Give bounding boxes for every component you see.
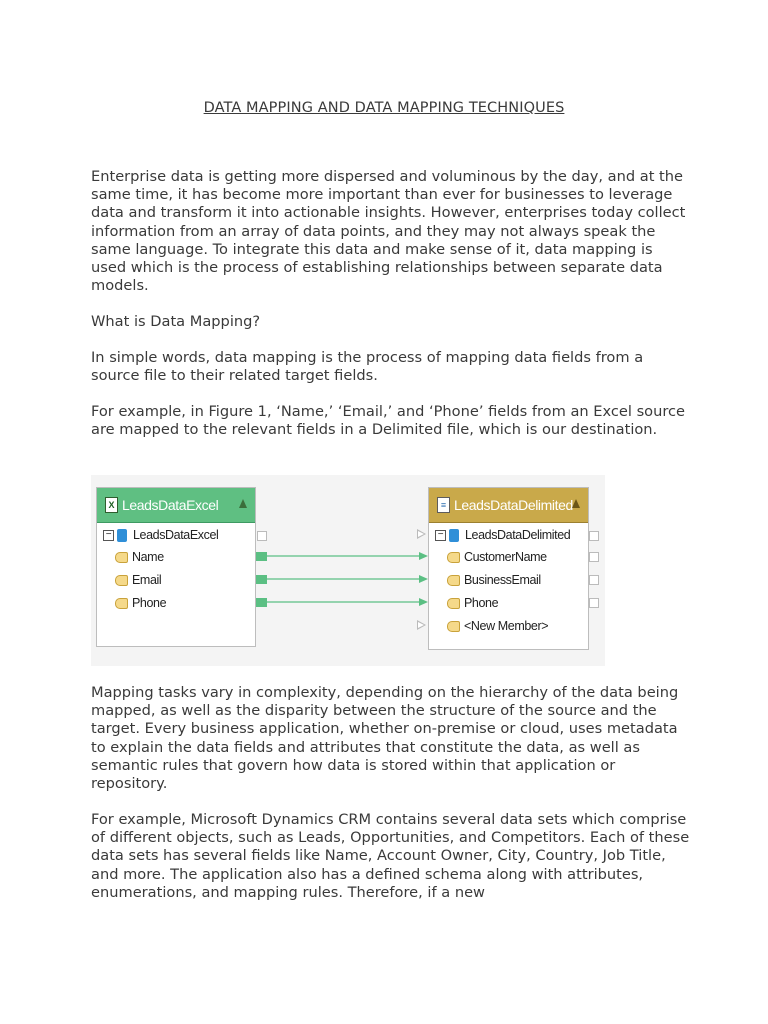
mapping-line-name (266, 552, 428, 560)
target-field-label: BusinessEmail (464, 573, 541, 587)
collapse-tree-icon[interactable]: − (435, 530, 446, 541)
figure-1-mapping-diagram (91, 475, 605, 666)
source-field-phone[interactable] (115, 593, 166, 613)
collapse-tree-icon[interactable]: − (103, 530, 114, 541)
output-port-businessemail[interactable] (589, 575, 599, 585)
delimited-file-icon: ≡ (437, 497, 450, 513)
output-port-root[interactable] (257, 531, 267, 541)
record-icon (449, 529, 459, 542)
collapse-arrow-icon[interactable] (239, 499, 247, 508)
target-root-row[interactable] (435, 525, 570, 545)
source-root-label: LeadsDataExcel (133, 528, 219, 542)
collapse-arrow-icon[interactable] (572, 499, 580, 508)
target-field-businessemail[interactable] (447, 570, 541, 590)
complexity-paragraph: Mapping tasks vary in complexity, depending on the hierarchy of the data being mapped, as well as the disparity between the structure of the source and the target. Every business application, whether on-premise or cloud, uses metadata to explain the data fields and attributes that constitute the data, as well as semantic rules that govern how data is stored within that application or repository. (91, 684, 679, 793)
intro-paragraph: Enterprise data is getting more dispersed and voluminous by the day, and at the same time, it has become more important than ever for businesses to leverage data and transform it into actionable insights. However, enterprises today collect information from an array of data points, and they may not always speak the same language. To integrate this data and make sense of it, data mapping is used which is the process of establishing relationships between separate data models. (91, 168, 686, 295)
output-port-name[interactable] (256, 552, 267, 561)
input-port-new-member[interactable] (417, 620, 426, 630)
crm-example-paragraph: For example, Microsoft Dynamics CRM contains several data sets which comprise of different objects, such as Leads, Opportunities, and Competitors. Each of these data sets has several fields like Name, Account Owner, City, Country, Job Title, and more. The application also has a defined schema along with attributes, enumerations, and mapping rules. Therefore, if a new (91, 811, 690, 901)
target-field-phone[interactable] (447, 593, 498, 613)
target-field-label: <New Member> (464, 619, 549, 633)
target-field-label: CustomerName (464, 550, 547, 564)
target-field-customername[interactable] (447, 547, 547, 567)
section-heading: What is Data Mapping? (91, 313, 261, 330)
target-panel[interactable] (428, 487, 589, 650)
source-field-label: Email (132, 573, 162, 587)
excel-file-icon: X (105, 497, 118, 513)
source-field-label: Name (132, 550, 164, 564)
output-port-email[interactable] (256, 575, 267, 584)
source-root-row[interactable] (103, 525, 218, 545)
mapping-line-email (266, 575, 428, 583)
target-root-label: LeadsDataDelimited (465, 528, 571, 542)
definition-paragraph: In simple words, data mapping is the process of mapping data fields from a source file to their related target fields. (91, 349, 644, 385)
source-field-name[interactable] (115, 547, 164, 567)
input-port-root[interactable] (417, 529, 426, 539)
source-field-email[interactable] (115, 570, 161, 590)
source-field-label: Phone (132, 596, 167, 610)
field-icon (115, 598, 128, 609)
source-panel[interactable] (96, 487, 256, 647)
mapping-line-phone (266, 598, 428, 606)
target-panel-header[interactable] (429, 488, 588, 523)
field-icon (115, 552, 128, 563)
page-title: DATA MAPPING AND DATA MAPPING TECHNIQUES (203, 100, 565, 116)
field-icon (447, 575, 460, 586)
record-icon (117, 529, 127, 542)
output-port-phone[interactable] (589, 598, 599, 608)
field-icon (115, 575, 128, 586)
source-panel-header[interactable] (97, 488, 255, 523)
target-field-new-member[interactable] (447, 616, 548, 636)
output-port-phone[interactable] (256, 598, 267, 607)
field-icon (447, 552, 460, 563)
source-title: LeadsDataExcel (122, 497, 219, 513)
output-port-customername[interactable] (589, 552, 599, 562)
example-paragraph: For example, in Figure 1, ‘Name,’ ‘Email,’ and ‘Phone’ fields from an Excel source are mapped to the relevant fields in a Delimited file, which is our destination. (91, 403, 686, 439)
field-icon (447, 621, 460, 632)
target-title: LeadsDataDelimited (454, 497, 573, 513)
target-field-label: Phone (464, 596, 499, 610)
output-port-root[interactable] (589, 531, 599, 541)
field-icon (447, 598, 460, 609)
